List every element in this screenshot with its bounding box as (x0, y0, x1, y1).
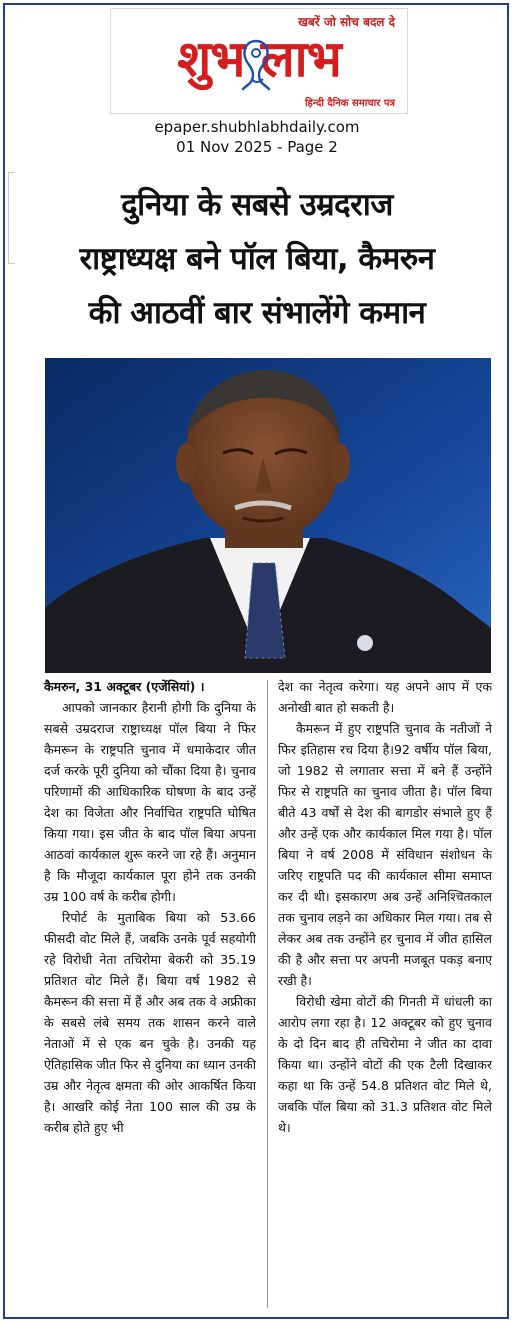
masthead-tagline: खबरें जो सोच बदल दे (298, 15, 395, 29)
article-photo (45, 358, 491, 673)
masthead-subtag: हिन्दी दैनिक समाचार पत्र (304, 98, 395, 109)
article-column-1 (44, 676, 256, 1138)
column-divider (267, 680, 268, 1308)
article-paragraph: विरोधी खेमा वोटों की गिनती में धांधली का आरोप लगा रहा है। 12 अक्टूबर को हुए चुनाव के दो दिन बाद ही तचिरोमा ने जीत का दावा किया था। उन्होंने वोटों की एक टैली दिखाकर कहा था कि उन्हें 54.8 प्रतिशत वोट मिले थे, जबकि पॉल बिया को 31.3 प्रतिशत वोट मिले थे। (278, 994, 492, 1135)
headline-line: की आठवीं बार संभालेंगे कमान (88, 295, 426, 331)
dateline: कैमरुन, 31 अक्टूबर (एजेंसियां) । (44, 679, 205, 694)
ganesha-icon (237, 35, 275, 93)
article-column-2 (278, 676, 492, 1138)
newspaper-logo: शुभ लाभ (177, 29, 341, 88)
headline-line: राष्ट्राध्यक्ष बने पॉल बिया, कैमरुन (79, 241, 435, 277)
crop-mark (8, 172, 15, 264)
edition-date: 01 Nov 2025 - Page 2 (176, 138, 338, 156)
article-paragraph: रिपोर्ट के मुताबिक बिया को 53.66 फीसदी वोट मिले हैं, जबकि उनके पूर्व सहयोगी रहे विरोधी नेता तचिरोमा बेकरी को 35.19 प्रतिशत वोट मिले हैं। बिया वर्ष 1982 से कैमरून की सत्ता में हैं और अब तक वे अफ्रीका के सबसे लंबे समय तक शासन करने वाले नेताओं में से एक बन चुके है। उनकी यह ऐतिहासिक जीत फिर से दुनिया का ध्यान उनकी उम्र और नेतृत्व क्षमता की ओर आकर्षित किया है। आखरि कोई नेता 100 साल की उम्र के करीब होते हुए भी (44, 910, 256, 1135)
article-paragraph: देश का नेतृत्व करेगा। यह अपने आप में एक अनोखी बात हो सकती है। (278, 679, 492, 715)
article-paragraph: कैमरून में हुए राष्ट्रपति चुनाव के नतीजों ने फिर इतिहास रच दिया है।92 वर्षीय पॉल बिया, जो 1982 से लगातार सत्ता में बने हैं उन्होंने फिर से राष्ट्रपति का चुनाव जीता है। पॉल बिया बीते 43 वर्षों से देश की बागडोर संभाले हुए हैं और उन्हें एक और कार्यकाल मिल गया है। पॉल बिया ने वर्ष 2008 में संविधान संशोधन के जरिए राष्ट्रपति पद की कार्यकाल सीमा समाप्त कर दी थी। इसकारण अब उन्हें अनिश्चितकाल तक चुनाव लड़ने का अधिकार मिल गया। तब से लेकर अब तक उन्होंने हर चुनाव में जीत हासिल की है और सत्ता पर अपनी मजबूत पकड़ बनाए रखी है। (278, 721, 492, 988)
epaper-url[interactable]: epaper.shubhlabhdaily.com (154, 118, 360, 136)
masthead (110, 8, 408, 114)
headline-line: दुनिया के सबसे उम्रदराज (121, 187, 393, 223)
article-headline (20, 178, 494, 340)
article-paragraph: आपको जानकार हैरानी होगी कि दुनिया के सबसे उम्रदराज राष्ट्राध्यक्ष पॉल बिया ने फिर कैमरून के राष्ट्रपति चुनाव में धमाकेदार जीत दर्ज करके पूरी दुनिया को चौंका दिया है। चुनाव परिणामों की आधिकारिक घोषणा के बाद उन्हें देश का विजेता और निर्वाचित राष्ट्रपति घोषित किया गया। इस जीत के बाद पॉल बिया अपना आठवां कार्यकाल शुरू करने जा रहे हैं। अनुमान है कि मौजूदा कार्यकाल पूरा होने तक उनकी उम्र 100 वर्ष के करीब होगी। (44, 700, 256, 904)
